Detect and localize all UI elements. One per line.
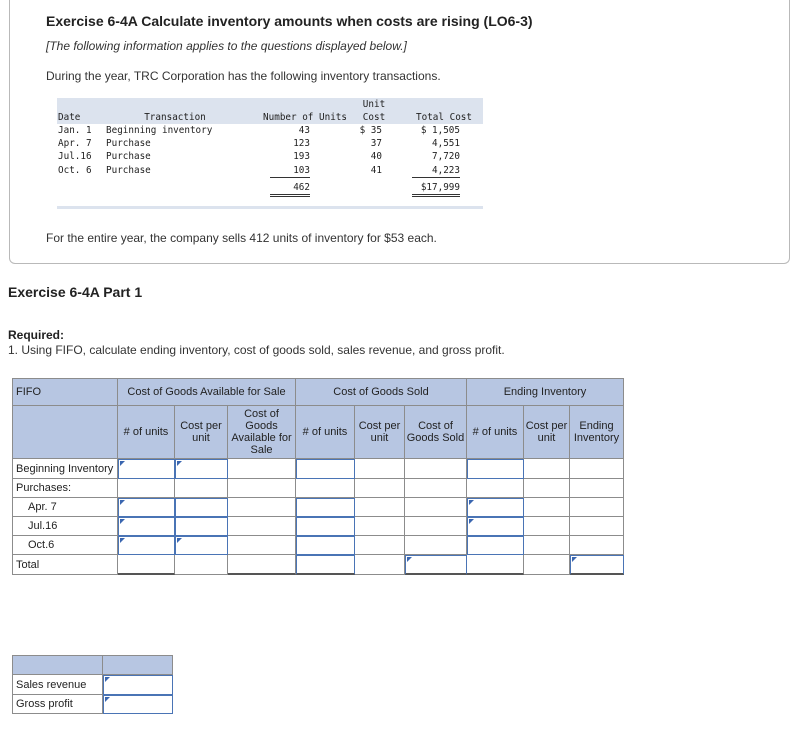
col-header-ending-cost-per-unit: Cost per unit xyxy=(524,406,570,459)
summary-header-blank xyxy=(103,656,173,675)
total-ending-units-cell xyxy=(467,555,524,575)
trans-row-transaction: Beginning inventory xyxy=(106,125,213,136)
gross-profit-input[interactable] xyxy=(103,695,173,714)
oct-sold-units-input[interactable] xyxy=(296,536,355,555)
beginning-sold-cost-per-unit-cell xyxy=(355,459,405,479)
row-label-gross-profit: Gross profit xyxy=(13,695,103,714)
oct-units-input[interactable] xyxy=(118,536,175,555)
row-label-beginning-inventory: Beginning Inventory xyxy=(13,459,118,479)
group-header-available: Cost of Goods Available for Sale xyxy=(118,379,296,406)
purchases-blank-cell xyxy=(175,479,228,498)
row-label-purchases: Purchases: xyxy=(13,479,118,498)
col-header-ending-inventory: Ending Inventory xyxy=(570,406,624,459)
total-blank-cell xyxy=(175,555,228,575)
total-cost-sold-input[interactable] xyxy=(405,555,467,575)
required-label: Required: xyxy=(8,328,65,342)
trans-header-total-cost: Total Cost xyxy=(416,112,472,123)
purchases-blank-cell xyxy=(570,479,624,498)
trans-header-unit-cost-top: Unit xyxy=(362,99,386,110)
fifo-table xyxy=(12,378,624,575)
col-header-units: # of units xyxy=(118,406,175,459)
apr-cost-available-cell xyxy=(228,498,296,517)
col-header-cost-per-unit: Cost per unit xyxy=(175,406,228,459)
summary-header-blank xyxy=(13,656,103,675)
trans-row-transaction: Purchase xyxy=(106,165,151,176)
transactions-bottom-rule xyxy=(57,206,483,209)
row-label-oct-6: Oct.6 xyxy=(13,536,118,555)
jul-cost-per-unit-input[interactable] xyxy=(175,517,228,536)
trans-row-date: Jul.16 xyxy=(58,151,92,162)
jul-cost-sold-cell xyxy=(405,517,467,536)
apr-cost-per-unit-input[interactable] xyxy=(175,498,228,517)
row-label-sales-revenue: Sales revenue xyxy=(13,675,103,695)
trans-row-date: Oct. 6 xyxy=(58,165,92,176)
jul-sold-cost-per-unit-cell xyxy=(355,517,405,536)
trans-total-cost: $17,999 xyxy=(412,181,460,197)
oct-cost-sold-cell xyxy=(405,536,467,555)
apr-ending-cost-per-unit-cell xyxy=(524,498,570,517)
oct-sold-cost-per-unit-cell xyxy=(355,536,405,555)
total-sold-units-input[interactable] xyxy=(296,555,355,575)
trans-row-units: 103 xyxy=(270,164,310,178)
purchases-blank-cell xyxy=(355,479,405,498)
total-blank-cell xyxy=(524,555,570,575)
exercise-sales-note: For the entire year, the company sells 412 units of inventory for $53 each. xyxy=(46,231,437,245)
trans-header-date: Date xyxy=(58,112,81,123)
trans-row-unit-cost: 41 xyxy=(370,165,382,176)
group-header-ending: Ending Inventory xyxy=(467,379,624,406)
trans-row-unit-cost: 40 xyxy=(370,151,382,162)
trans-row-units: 123 xyxy=(293,138,310,149)
trans-header-units: Number of Units xyxy=(263,112,347,123)
row-label-apr-7: Apr. 7 xyxy=(13,498,118,517)
beginning-units-input[interactable] xyxy=(118,459,175,479)
summary-table xyxy=(12,655,173,714)
fifo-corner-label: FIFO xyxy=(13,379,118,406)
purchases-blank-cell xyxy=(296,479,355,498)
trans-row-unit-cost: $ 35 xyxy=(359,125,382,136)
col-header-ending-units: # of units xyxy=(467,406,524,459)
row-label-jul-16: Jul.16 xyxy=(13,517,118,536)
trans-row-units: 193 xyxy=(293,151,310,162)
trans-row-total-cost: 4,223 xyxy=(412,164,460,178)
trans-header-transaction: Transaction xyxy=(144,112,206,123)
trans-row-transaction: Purchase xyxy=(106,151,151,162)
total-blank-cell xyxy=(355,555,405,575)
beginning-sold-units-input[interactable] xyxy=(296,459,355,479)
trans-row-unit-cost: 37 xyxy=(370,138,382,149)
oct-ending-inventory-cell xyxy=(570,536,624,555)
apr-ending-inventory-cell xyxy=(570,498,624,517)
trans-total-units: 462 xyxy=(270,181,310,197)
beginning-ending-inventory-cell xyxy=(570,459,624,479)
apr-sold-cost-per-unit-cell xyxy=(355,498,405,517)
sales-revenue-input[interactable] xyxy=(103,675,173,695)
beginning-ending-cost-per-unit-cell xyxy=(524,459,570,479)
part-title: Exercise 6-4A Part 1 xyxy=(8,284,143,300)
jul-ending-inventory-cell xyxy=(570,517,624,536)
purchases-blank-cell xyxy=(118,479,175,498)
col-header-sold-cost-per-unit: Cost per unit xyxy=(355,406,405,459)
trans-row-transaction: Purchase xyxy=(106,138,151,149)
col-header-cost-available: Cost of Goods Available for Sale xyxy=(228,406,296,459)
required-text: 1. Using FIFO, calculate ending inventory, cost of goods sold, sales revenue, and gross profit. xyxy=(8,343,505,357)
trans-header-unit-cost-bottom: Cost xyxy=(362,112,386,123)
jul-sold-units-input[interactable] xyxy=(296,517,355,536)
beginning-cost-available-cell xyxy=(228,459,296,479)
apr-ending-units-input[interactable] xyxy=(467,498,524,517)
trans-row-units: 43 xyxy=(298,125,310,136)
apr-units-input[interactable] xyxy=(118,498,175,517)
total-ending-inventory-input[interactable] xyxy=(570,555,624,575)
total-units-cell xyxy=(118,555,175,575)
trans-row-total-cost: 4,551 xyxy=(432,138,460,149)
trans-row-total-cost: $ 1,505 xyxy=(420,125,460,136)
jul-ending-units-input[interactable] xyxy=(467,517,524,536)
beginning-cost-per-unit-input[interactable] xyxy=(175,459,228,479)
jul-ending-cost-per-unit-cell xyxy=(524,517,570,536)
exercise-note: [The following information applies to the questions displayed below.] xyxy=(46,39,407,53)
trans-row-date: Apr. 7 xyxy=(58,138,92,149)
oct-ending-cost-per-unit-cell xyxy=(524,536,570,555)
col-header-cost-sold: Cost of Goods Sold xyxy=(405,406,467,459)
oct-cost-available-cell xyxy=(228,536,296,555)
beginning-cost-sold-cell xyxy=(405,459,467,479)
purchases-blank-cell xyxy=(228,479,296,498)
exercise-title: Exercise 6-4A Calculate inventory amounts when costs are rising (LO6-3) xyxy=(46,13,533,29)
purchases-blank-cell xyxy=(405,479,467,498)
jul-units-input[interactable] xyxy=(118,517,175,536)
col-header-sold-units: # of units xyxy=(296,406,355,459)
purchases-blank-cell xyxy=(467,479,524,498)
beginning-ending-units-input[interactable] xyxy=(467,459,524,479)
oct-cost-per-unit-input[interactable] xyxy=(175,536,228,555)
exercise-intro: During the year, TRC Corporation has the following inventory transactions. xyxy=(46,69,441,83)
fifo-corner-blank xyxy=(13,406,118,459)
oct-ending-units-input[interactable] xyxy=(467,536,524,555)
total-cost-available-cell xyxy=(228,555,296,575)
purchases-blank-cell xyxy=(524,479,570,498)
group-header-sold: Cost of Goods Sold xyxy=(296,379,467,406)
apr-cost-sold-cell xyxy=(405,498,467,517)
apr-sold-units-input[interactable] xyxy=(296,498,355,517)
trans-row-date: Jan. 1 xyxy=(58,125,92,136)
jul-cost-available-cell xyxy=(228,517,296,536)
trans-row-total-cost: 7,720 xyxy=(432,151,460,162)
row-label-total: Total xyxy=(13,555,118,575)
